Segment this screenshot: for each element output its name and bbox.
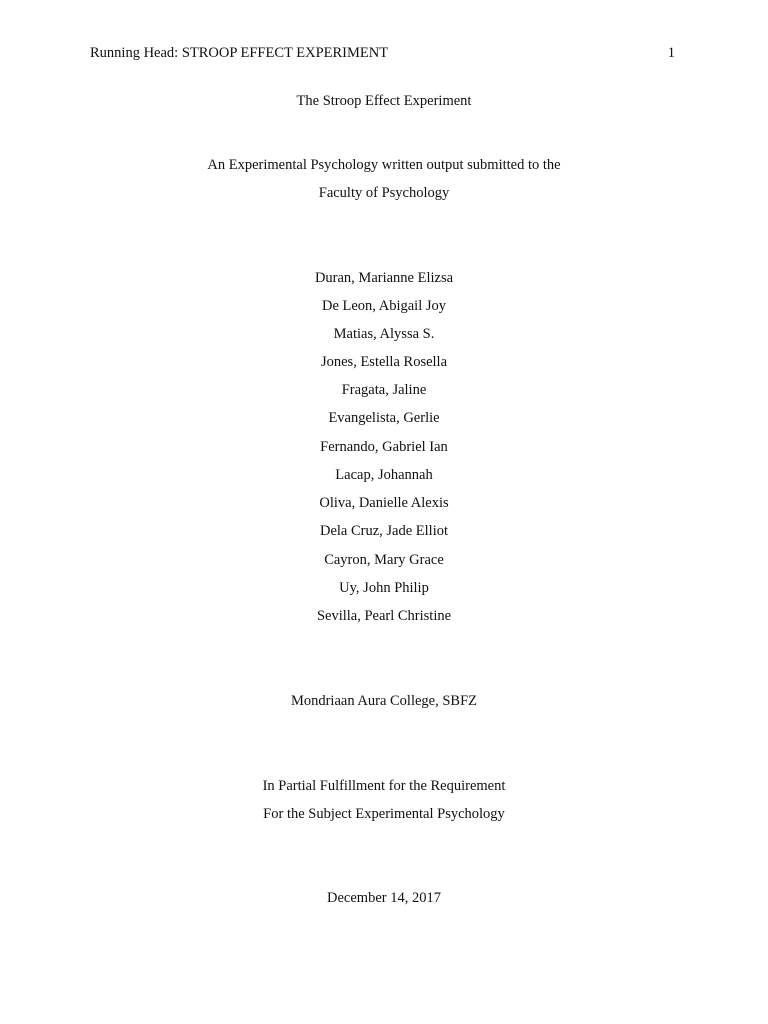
- author-name: Lacap, Johannah: [335, 467, 433, 483]
- submission-date: December 14, 2017: [327, 890, 441, 906]
- submission-line-1: An Experimental Psychology written output submitted to the: [207, 157, 561, 173]
- author-name: Cayron, Mary Grace: [324, 552, 444, 568]
- document-title: The Stroop Effect Experiment: [296, 93, 472, 109]
- author-name: Fernando, Gabriel Ian: [320, 439, 448, 455]
- author-name: Duran, Marianne Elizsa: [314, 270, 454, 286]
- institution: Mondriaan Aura College, SBFZ: [290, 693, 478, 709]
- fulfillment-line-1: In Partial Fulfillment for the Requirement: [262, 778, 506, 794]
- author-name: Evangelista, Gerlie: [328, 410, 440, 426]
- author-name: Dela Cruz, Jade Elliot: [319, 523, 449, 539]
- author-name: Matias, Alyssa S.: [333, 326, 435, 342]
- author-name: Fragata, Jaline: [341, 382, 427, 398]
- author-name: Oliva, Danielle Alexis: [319, 495, 449, 511]
- author-name: Jones, Estella Rosella: [320, 354, 448, 370]
- author-name: De Leon, Abigail Joy: [321, 298, 447, 314]
- submission-line-2: Faculty of Psychology: [318, 185, 450, 201]
- fulfillment-line-2: For the Subject Experimental Psychology: [263, 806, 505, 822]
- page-number: 1: [667, 45, 675, 61]
- author-name: Uy, John Philip: [339, 580, 429, 596]
- author-name: Sevilla, Pearl Christine: [316, 608, 452, 624]
- running-head: Running Head: STROOP EFFECT EXPERIMENT: [90, 45, 389, 61]
